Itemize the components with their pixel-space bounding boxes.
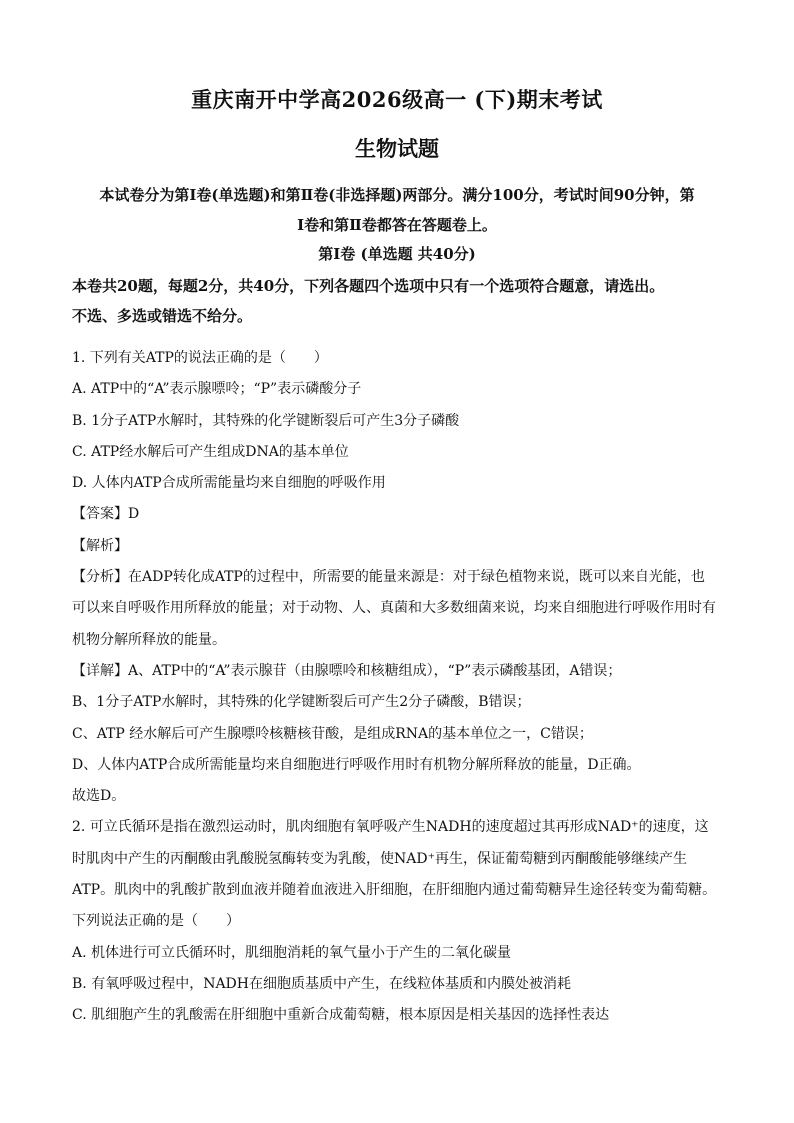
section-heading: 第Ⅰ卷 (单选题 共40分)	[318, 245, 476, 263]
q2-stem-line-3: ATP。肌肉中的乳酸扩散到血液并随着血液进入肝细胞，在肝细胞内通过葡萄糖异生途径转变为葡萄糖。	[72, 882, 717, 899]
q2-option-a: A. 机体进行可立氏循环时，肌细胞消耗的氧气量小于产生的二氧化碳量	[72, 944, 512, 961]
q1-detail-b: B、1分子ATP水解时，其特殊的化学键断裂后可产生2分子磷酸，B错误；	[72, 694, 531, 711]
q1-fenxi-line-3: 机物分解所释放的能量。	[72, 631, 226, 648]
q2-option-b: B. 有氧呼吸过程中，NADH在细胞质基质中产生，在线粒体基质和内膜处被消耗	[72, 975, 571, 992]
q1-conclusion: 故选D。	[72, 788, 126, 805]
section-desc-line-2: 不选、多选或错选不给分。	[72, 307, 253, 325]
section-desc-line-1: 本卷共20题，每题2分，共40分，下列各题四个选项中只有一个选项符合题意，请选出。	[72, 277, 665, 295]
instructions-line-2: Ⅰ卷和第Ⅱ卷都答在答题卷上。	[297, 216, 497, 234]
instructions-line-1: 本试卷分为第Ⅰ卷(单选题)和第Ⅱ卷(非选择题)两部分。满分100分，考试时间90分钟，第	[99, 186, 695, 204]
q1-fenxi-line-2: 可以来自呼吸作用所释放的能量；对于动物、人、真菌和大多数细菌来说，均来自细胞进行呼吸作用时有	[72, 600, 716, 617]
q1-option-c: C. ATP经水解后可产生组成DNA的基本单位	[72, 443, 349, 460]
q1-option-d: D. 人体内ATP合成所需能量均来自细胞的呼吸作用	[72, 475, 386, 492]
exam-title: 重庆南开中学高2026级高一 (下)期末考试	[191, 87, 603, 112]
q2-stem-line-2: 时肌肉中产生的丙酮酸由乳酸脱氢酶转变为乳酸，使NAD⁺再生，保证葡萄糖到丙酮酸能够继续产生	[72, 850, 687, 867]
q1-option-a: A. ATP中的“A”表示腺嘌呤；“P”表示磷酸分子	[72, 381, 362, 398]
q2-stem-line-4: 下列说法正确的是（ ）	[72, 913, 240, 930]
q1-detail-a: 【详解】A、ATP中的“A”表示腺苷（由腺嘌呤和核糖组成），“P”表示磷酸基团，A错误；	[72, 662, 622, 679]
q1-answer: 【答案】D	[72, 506, 140, 523]
question-body	[72, 343, 722, 1032]
q1-option-b: B. 1分子ATP水解时，其特殊的化学键断裂后可产生3分子磷酸	[72, 412, 460, 429]
q2-option-c: C. 肌细胞产生的乳酸需在肝细胞中重新合成葡萄糖，根本原因是相关基因的选择性表达	[72, 1007, 610, 1024]
q1-detail-c: C、ATP 经水解后可产生腺嘌呤核糖核苷酸，是组成RNA的基本单位之一，C错误；	[72, 725, 593, 742]
section-description	[72, 271, 722, 331]
q1-detail-d: D、人体内ATP合成所需能量均来自细胞进行呼吸作用时有机物分解所释放的能量，D正确。	[72, 756, 641, 773]
exam-instructions	[72, 180, 722, 240]
q1-stem: 1. 下列有关ATP的说法正确的是（ ）	[72, 350, 328, 366]
q1-fenxi-line-1: 【分析】在ADP转化成ATP的过程中，所需要的能量来源是：对于绿色植物来说，既可以来自光能，也	[72, 569, 705, 586]
q2-stem-line-1: 2. 可立氏循环是指在激烈运动时，肌肉细胞有氧呼吸产生NADH的速度超过其再形成NAD⁺的速度，这	[72, 819, 709, 836]
q1-analysis-label: 【解析】	[72, 537, 128, 554]
exam-subject: 生物试题	[355, 136, 439, 161]
